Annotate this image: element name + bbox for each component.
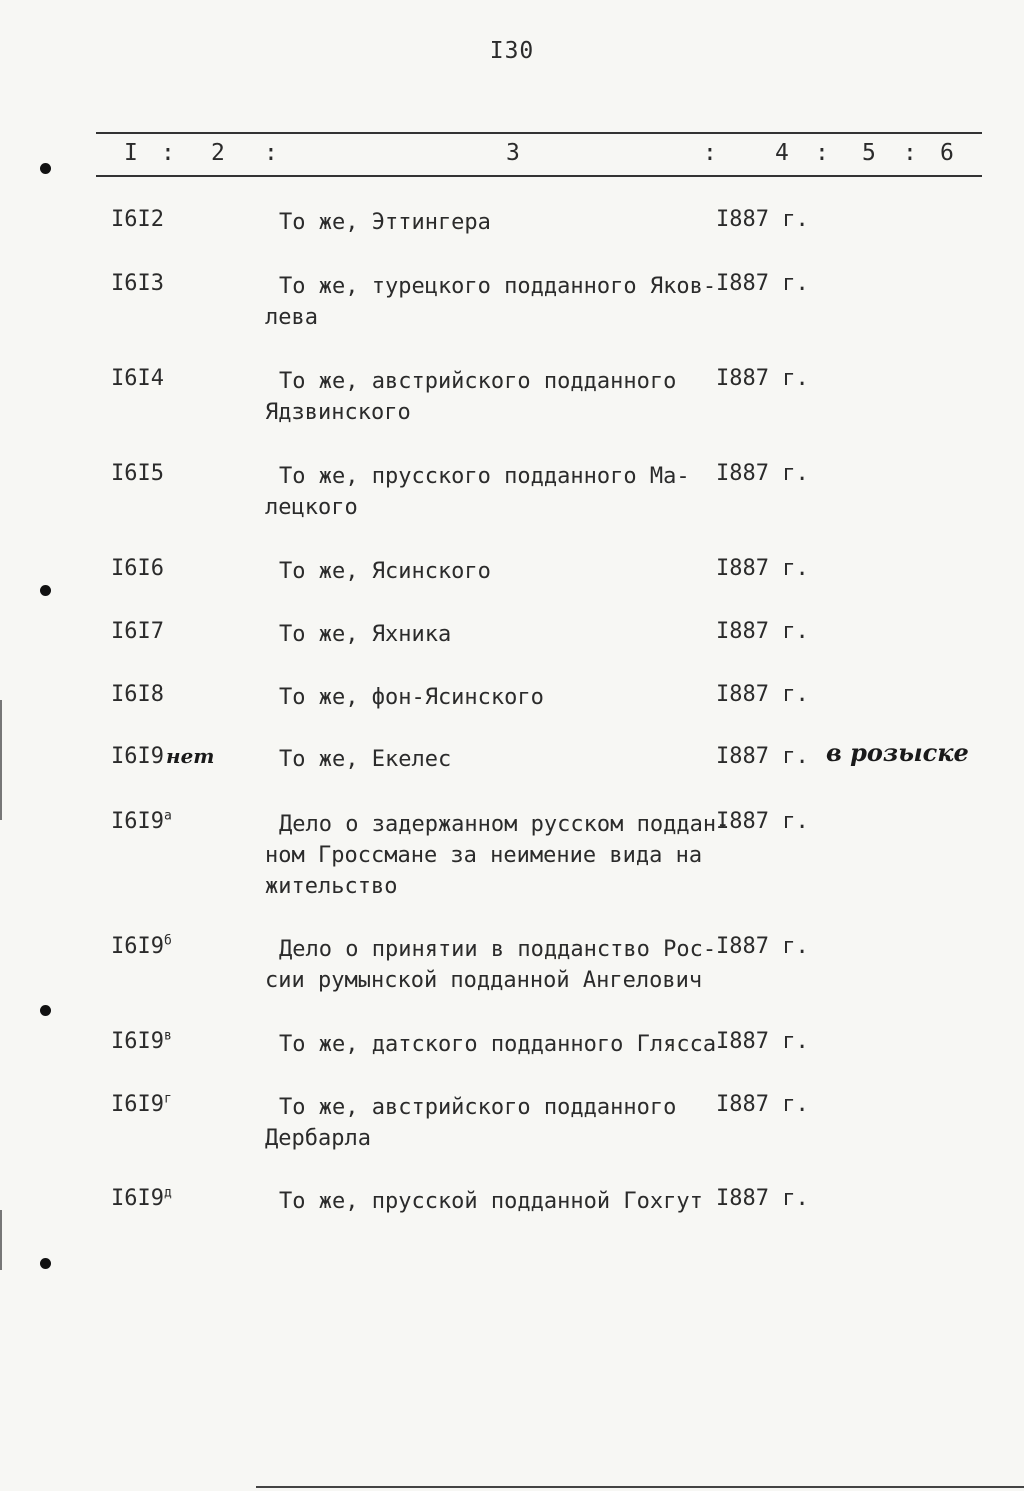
- bottom-edge-line: [256, 1486, 1024, 1488]
- row-year: I887 г.: [716, 1092, 809, 1117]
- description-line: сии румынской подданной Ангелович: [265, 968, 703, 993]
- punch-hole: [40, 163, 51, 174]
- description-line: Ядзвинского: [265, 400, 411, 425]
- row-description: [265, 271, 717, 333]
- handwritten-annotation: нет: [165, 744, 215, 768]
- row-description: [265, 207, 710, 238]
- row-description: [265, 1092, 710, 1154]
- col-2-header: 2: [211, 140, 225, 166]
- col-1-header: I: [124, 140, 138, 166]
- col-separator: :: [264, 140, 278, 166]
- row-number: [111, 744, 214, 769]
- row-number-suffix: б: [163, 933, 172, 949]
- description-line: То же, прусского подданного Ма-: [279, 464, 690, 489]
- row-number: I6I7: [111, 619, 164, 644]
- row-year: I887 г.: [716, 207, 809, 232]
- row-number: I6I5: [111, 461, 164, 486]
- col-3-header: 3: [506, 140, 520, 166]
- row-description: [265, 366, 710, 428]
- description-line: То же, прусской подданной Гохгут: [279, 1189, 703, 1214]
- row-year: I887 г.: [716, 619, 809, 644]
- description-line: лецкого: [265, 495, 358, 520]
- punch-hole: [40, 585, 51, 596]
- row-description: [265, 461, 710, 523]
- row-number: [111, 1029, 172, 1054]
- row-number-text: I6I9: [111, 809, 164, 834]
- description-line: То же, турецкого подданного Яков-: [279, 274, 717, 299]
- row-number-text: I6I9: [111, 934, 164, 959]
- row-year: I887 г.: [716, 461, 809, 486]
- row-number-suffix: г: [163, 1091, 172, 1107]
- row-year: I887 г.: [716, 271, 809, 296]
- row-number: [111, 1186, 172, 1211]
- col-4-header: 4: [775, 140, 789, 166]
- table-header-bottom-rule: [96, 175, 982, 177]
- row-year: I887 г.: [716, 556, 809, 581]
- row-number: [111, 1092, 172, 1117]
- row-year: I887 г.: [716, 809, 809, 834]
- description-line: То же, Яхника: [279, 622, 452, 647]
- row-year: I887 г.: [716, 744, 809, 769]
- description-line: То же, австрийского подданного: [279, 369, 677, 394]
- description-line: То же, датского подданного Глясса: [279, 1032, 717, 1057]
- description-line: ном Гроссмане за неимение вида на: [265, 843, 703, 868]
- row-year: I887 г.: [716, 366, 809, 391]
- row-description: [265, 934, 717, 996]
- page-number: I30: [489, 38, 535, 64]
- row-number: I6I6: [111, 556, 164, 581]
- row-description: [265, 1029, 717, 1060]
- description-line: Дербарла: [265, 1126, 371, 1151]
- col-separator: :: [703, 140, 717, 166]
- page-edge: [0, 1210, 2, 1270]
- description-line: То же, австрийского подданного: [279, 1095, 677, 1120]
- row-year: I887 г.: [716, 1186, 809, 1211]
- row-number-suffix: а: [163, 808, 172, 824]
- punch-hole: [40, 1005, 51, 1016]
- row-number-text: I6I9: [111, 1092, 164, 1117]
- handwritten-note: в розыске: [826, 738, 969, 767]
- description-line: жительство: [265, 874, 398, 899]
- row-description: [265, 809, 730, 902]
- description-line: Дело о принятии в подданство Рос-: [279, 937, 717, 962]
- row-description: [265, 1186, 710, 1217]
- row-number-suffix: д: [163, 1185, 172, 1201]
- row-description: [265, 556, 710, 587]
- description-line: То же, Екелес: [279, 747, 452, 772]
- col-separator: :: [161, 140, 175, 166]
- row-number-text: I6I9: [111, 1186, 164, 1211]
- punch-hole: [40, 1258, 51, 1269]
- row-number: I6I8: [111, 682, 164, 707]
- row-number: [111, 934, 172, 959]
- description-line: То же, Эттингера: [279, 210, 491, 235]
- description-line: лева: [265, 305, 318, 330]
- row-number: I6I4: [111, 366, 164, 391]
- row-description: [265, 744, 710, 775]
- row-number: I6I3: [111, 271, 164, 296]
- row-year: I887 г.: [716, 934, 809, 959]
- table-header-top-rule: [96, 132, 982, 134]
- page-edge: [0, 700, 2, 820]
- row-number-text: I6I9: [111, 1029, 164, 1054]
- row-number-suffix: в: [163, 1028, 172, 1044]
- description-line: То же, фон-Ясинского: [279, 685, 544, 710]
- row-number: [111, 809, 172, 834]
- row-description: [265, 682, 710, 713]
- row-number-text: I6I9: [111, 744, 164, 769]
- col-6-header: 6: [940, 140, 954, 166]
- row-year: I887 г.: [716, 682, 809, 707]
- row-description: [265, 619, 710, 650]
- col-5-header: 5: [862, 140, 876, 166]
- description-line: То же, Ясинского: [279, 559, 491, 584]
- col-separator: :: [903, 140, 917, 166]
- description-line: Дело о задержанном русском поддан-: [279, 812, 730, 837]
- row-number: I6I2: [111, 207, 164, 232]
- row-year: I887 г.: [716, 1029, 809, 1054]
- col-separator: :: [815, 140, 829, 166]
